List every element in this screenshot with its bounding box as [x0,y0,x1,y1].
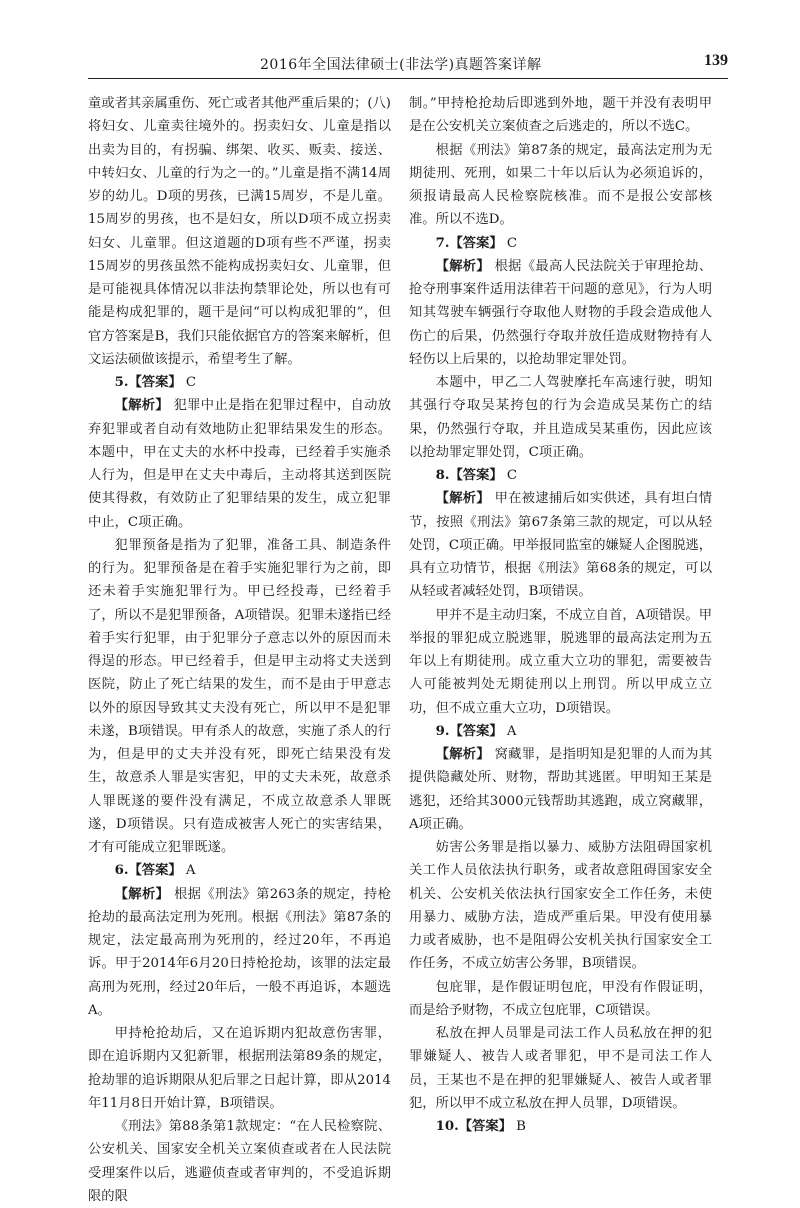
analysis-label: 【解析】 [114,886,170,902]
answer-label: 10.【答案】 [435,1119,512,1134]
header-title: 2016年全国法律硕士(非法学)真题答案详解 [260,57,542,73]
paragraph: 私放在押人员罪是司法工作人员私放在押的犯罪嫌疑人、被告人或者罪犯，甲不是司法工作人员，王某也不是在押的犯罪嫌疑人、被告人或者罪犯，所以甲不成立私放在押人员罪，D项错误。 [409,1026,712,1111]
paragraph: 甲并不是主动归案，不成立自首，A项错误。甲举报的罪犯成立脱逃罪，脱逃罪的最高法定刑为五年以上有期徒刑。成立重大立功的罪犯，需要被告人可能被判处无期徒刑以上刑罚。所以甲成立立功，但不成立重大立功，D项错误。 [409,607,712,716]
answer-line: 10.【答案】 B [435,1119,526,1134]
analysis-paragraph: 【解析】 根据《刑法》第263条的规定，持枪抢劫的最高法定刑为死刑。根据《刑法》第87条的规定，法定最高刑为死刑的，经过20年，不再追诉。甲于2014年6月20日持枪抢劫，该罪的法定最高刑为死刑，经过20年后，一般不再追诉，本题选A。 [88,886,392,1018]
answer-line: 8.【答案】 C [435,468,518,483]
answer-line: 9.【答案】 A [435,723,517,739]
page-number: 139 [704,52,728,69]
answer-label: 7.【答案】 [435,235,503,251]
analysis-paragraph: 【解析】 根据《最高人民法院关于审理抢劫、抢夺刑事案件适用法律若干问题的意见》，行为人明知其驾驶车辆强行夺取他人财物的手段会造成他人伤亡的后果，仍然强行夺取并放任造成财物持有人轻伤以上后果的，以抢劫罪定罪处罚。 [409,258,713,367]
analysis-paragraph: 【解析】 窝藏罪，是指明知是犯罪的人而为其提供隐藏处所、财物，帮助其逃匿。甲明知王某是逃犯，还给其3000元钱帮助其逃跑，成立窝藏罪，A项正确。 [409,747,713,832]
analysis-paragraph: 【解析】 甲在被逮捕后如实供述，具有坦白情节，按照《刑法》第67条第三款的规定，可以从轻处罚，C项正确。甲举报同监室的嫌疑人企图脱逃，具有立功情节，根据《刑法》第68条的规定，可以从轻或者减轻处罚，B项错误。 [409,491,713,600]
answer-line: 6.【答案】 A [114,863,196,879]
left-column [88,92,391,1208]
answer-label: 9.【答案】 [435,723,503,739]
paragraph: 包庇罪，是作假证明包庇，甲没有作假证明，而是给予财物，不成立包庇罪，C项错误。 [409,979,712,1018]
paragraph: 根据《刑法》第87条的规定，最高法定刑为无期徒刑、死刑，如果二十年以后认为必须追诉的，须报请最高人民检察院核准。而不是报公安部核准。所以不选D。 [409,142,712,228]
analysis-label: 【解析】 [435,258,491,274]
paragraph: 《刑法》第88条第1款规定：“在人民检察院、公安机关、国家安全机关立案侦查或者在人民法院受理案件以后，逃避侦查或者审判的，不受追诉期限的限 [88,1119,391,1204]
analysis-label: 【解析】 [435,747,491,762]
answer-line: 5.【答案】 C [114,375,197,390]
paragraph: 本题中，甲乙二人驾驶摩托车高速行驶，明知其强行夺取吴某挎包的行为会造成吴某伤亡的结果，仍然强行夺取，并且造成吴某重伤，因此应该以抢劫罪定罪处罚，C项正确。 [409,375,712,460]
paragraph: 犯罪预备是指为了犯罪，准备工具、制造条件的行为。犯罪预备是在着手实施犯罪行为之前，即还未着手实施犯罪行为。甲已经投毒，已经着手了，所以不是犯罪预备，A项错误。犯罪未遂指已经着手实行犯罪，由于犯罪分子意志以外的原因而未得逞的形态。甲已经着手，但是甲主动将丈夫送到医院，防止了死亡结果的发生，而不是由于甲意志以外的原因导致其丈夫没有死亡，所以甲不是犯罪未遂，B项错误。甲有杀人的故意，实施了杀人的行为，但是甲的丈夫并没有死，即死亡结果没有发生，故意杀人罪是实害犯，甲的丈夫未死，故意杀人罪既遂的要件没有满足，不成立故意杀人罪既遂，D项错误。只有造成被害人死亡的实害结果，才有可能成立犯罪既遂。 [88,537,391,855]
analysis-label: 【解析】 [435,491,491,507]
answer-label: 6.【答案】 [114,863,182,879]
answer-label: 8.【答案】 [435,468,503,483]
running-header [88,50,728,79]
right-column [409,92,712,1138]
analysis-label: 【解析】 [114,398,170,414]
analysis-paragraph: 【解析】 犯罪中止是指在犯罪过程中，自动放弃犯罪或者自动有效地防止犯罪结果发生的形态。本题中，甲在丈夫的水杯中投毒，已经着手实施杀人行为，但是甲在丈夫中毒后，主动将其送到医院使其得救，有效防止了犯罪结果的发生，成立犯罪中止，C项正确。 [88,398,392,530]
answer-line: 7.【答案】 C [435,235,518,251]
paragraph: 制。”甲持枪抢劫后即逃到外地，题干并没有表明甲是在公安机关立案侦查之后逃走的，所以不选C。 [409,96,712,135]
paragraph: 甲持枪抢劫后，又在追诉期内犯故意伤害罪，即在追诉期内又犯新罪，根据刑法第89条的规定，抢劫罪的追诉期限从犯后罪之日起计算，即从2014年11月8日开始计算，B项错误。 [88,1026,391,1111]
paragraph: 童或者其亲属重伤、死亡或者其他严重后果的；(八)将妇女、儿童卖往境外的。拐卖妇女、儿童是指以出卖为目的，有拐骗、绑架、收买、贩卖、接送、中转妇女、儿童的行为之一的。”儿童是指不满14周岁的幼儿。D项的男孩，已满15周岁，不是儿童。15周岁的男孩，也不是妇女，所以D项不成立拐卖妇女、儿童罪。但这道题的D项有些不严谨，拐卖15周岁的男孩虽然不能构成拐卖妇女、儿童罪，但是可能视具体情况以非法拘禁罪论处，所以也有可能是构成犯罪的，题干是问“可以构成犯罪的”，但官方答案是B，我们只能依据官方的答案来解析，但文运法硕做该提示，希望考生了解。 [88,96,391,367]
answer-label: 5.【答案】 [114,375,182,390]
paragraph: 妨害公务罪是指以暴力、威胁方法阻碍国家机关工作人员依法执行职务，或者故意阻碍国家安全机关、公安机关依法执行国家安全工作任务，未使用暴力、威胁方法，造成严重后果。甲没有使用暴力或者威胁，也不是阻碍公安机关执行国家安全工作任务，不成立妨害公务罪，B项错误。 [409,840,712,972]
